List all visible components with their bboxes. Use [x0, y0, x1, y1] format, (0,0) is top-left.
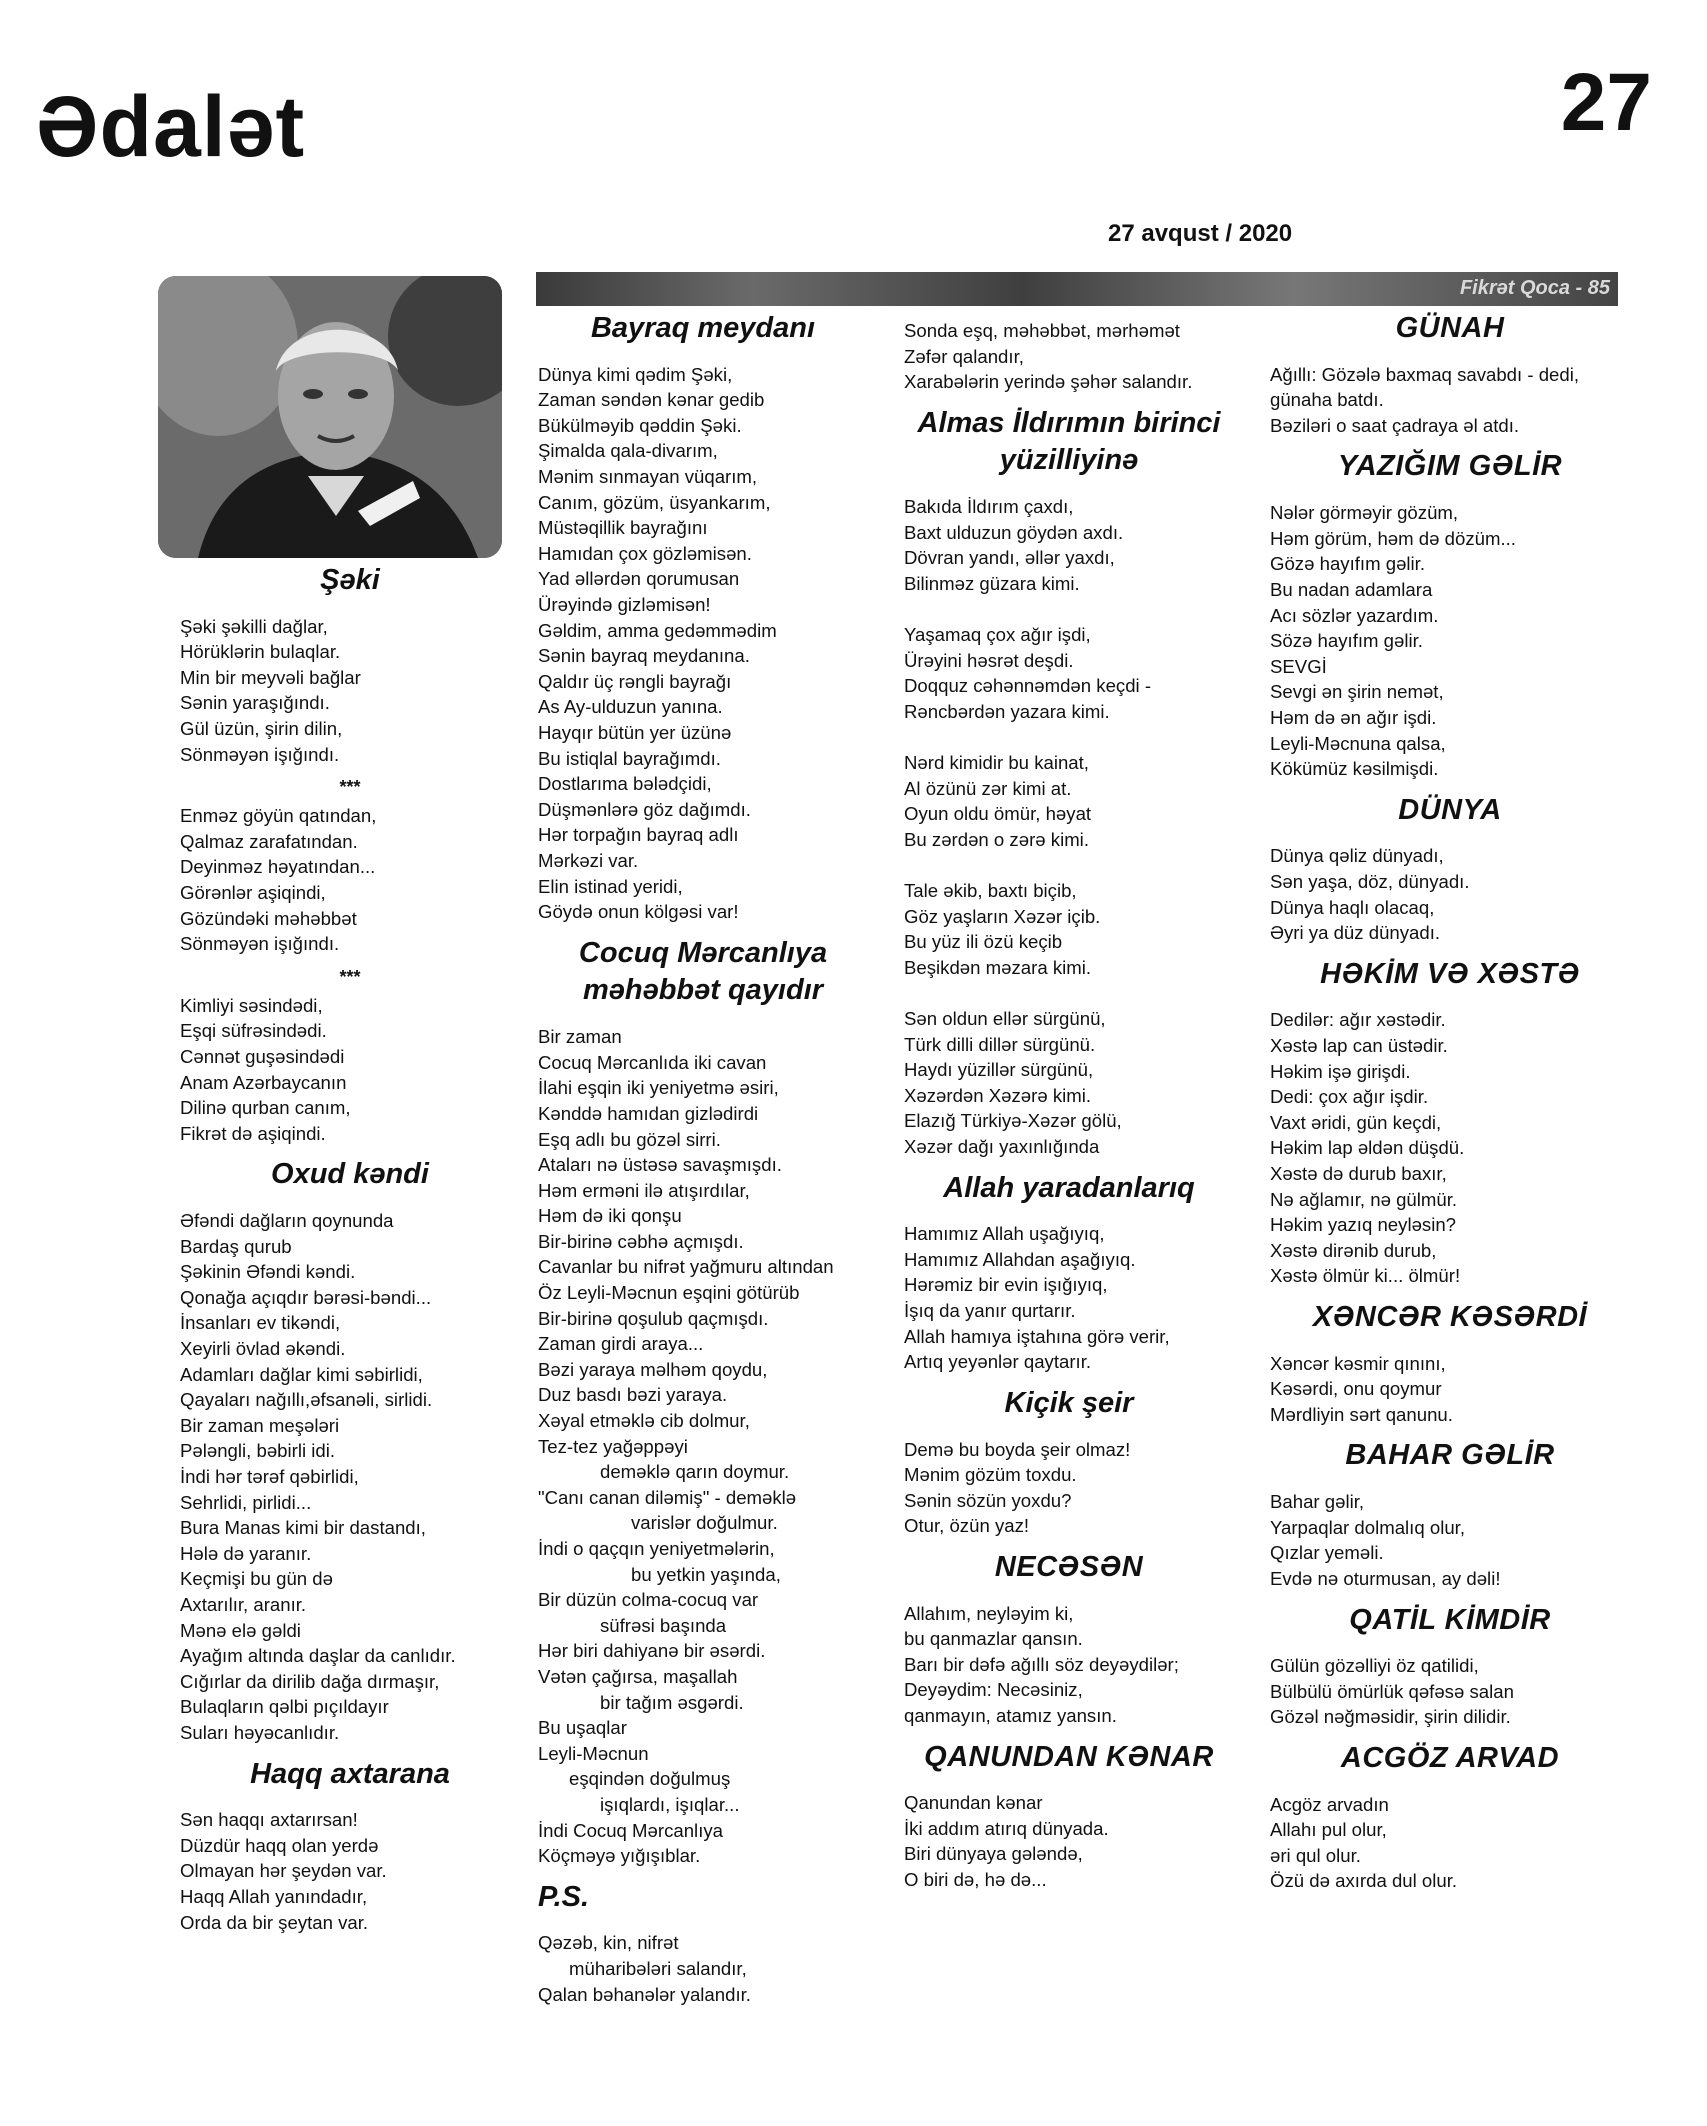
poem-line: Ataları nə üstəsə savaşmışdı.: [538, 1154, 782, 1176]
column-1: [180, 552, 520, 1935]
poem-line: Özü də axırda dul olur.: [1270, 1870, 1458, 1892]
poem-line: Nələr görməyir gözüm,: [1270, 502, 1459, 524]
poem-line: Xeyirli övlad əkəndi.: [180, 1338, 346, 1360]
poem-line: Bu nadan adamlara: [1270, 578, 1433, 600]
poem-title-allah-yaradanlariq: Allah yaradanlarıq: [943, 1171, 1195, 1204]
poem-line: Hamımız Allahdan aşağıyıq.: [904, 1248, 1136, 1270]
poem-line: Yaşamaq çox ağır işdi,: [904, 624, 1091, 646]
poem-line: Deyəydim: Necəsiniz,: [904, 1679, 1083, 1701]
poem-line: Xəzərdən Xəzərə kimi.: [904, 1084, 1092, 1106]
poem-line: Dedi: çox ağır işdir.: [1270, 1086, 1429, 1108]
poem-line: Min bir meyvəli bağlar: [180, 666, 361, 688]
poem-line: Bakıda İldırım çaxdı,: [904, 496, 1074, 518]
poem-line: Bir zaman: [538, 1026, 622, 1048]
poem-line: Xəstə dirənib durub,: [1270, 1239, 1437, 1261]
poem-line: Mənim gözüm toxdu.: [904, 1464, 1077, 1486]
poem-title-cocuq-mercanli: Cocuq Mərcanlıya məhəbbət qayıdır: [578, 936, 828, 1007]
poem-line: Bir zaman meşələri: [180, 1414, 340, 1436]
poem-line: Sönməyən işığındı.: [180, 933, 340, 955]
poem-line: Bu zərdən o zərə kimi.: [904, 828, 1089, 850]
poem-line: Bulaqların qəlbi pıçıldayır: [180, 1696, 389, 1718]
poem-line: Nərd kimidir bu kainat,: [904, 752, 1089, 774]
poem-line: Ürəyini həsrət deşdi.: [904, 649, 1074, 671]
bar-credit: Fikrət Qoca - 85: [1459, 277, 1610, 299]
poem-line: O biri də, hə də...: [904, 1869, 1047, 1891]
poem-line: Enməz göyün qatından,: [180, 805, 377, 827]
poem-line: Sən haqqı axtarırsan!: [180, 1809, 358, 1831]
poem-line: bir tağım əsgərdi.: [538, 1691, 744, 1713]
poem-line: As Ay-ulduzun yanına.: [538, 696, 723, 718]
poem-line: Canım, gözüm, üsyankarım,: [538, 491, 771, 513]
poem-line: bu qanmazlar qansın.: [904, 1628, 1083, 1650]
poem-line: Bir-birinə qoşulub qaçmışdı.: [538, 1307, 769, 1329]
poem-line: Qalan bəhanələr yalandır.: [538, 1983, 751, 2005]
poem-line: Zaman girdi araya...: [538, 1333, 704, 1355]
poem-line: Otur, özün yaz!: [904, 1515, 1030, 1537]
poem-line: Pələngli, bəbirli idi.: [180, 1440, 336, 1462]
poem-line: Xəstə də durub baxır,: [1270, 1163, 1447, 1184]
poem-line: Əfəndi dağların qoynunda: [180, 1210, 394, 1232]
poem-line: Gözəl nəğməsidir, şirin dilidir.: [1270, 1706, 1511, 1728]
poem-line: Bardaş qurub: [180, 1235, 292, 1257]
poem-title-yazigim-gelir: YAZIĞIM GƏLİR: [1337, 450, 1563, 483]
poem-seki-stanza-3: [180, 993, 520, 1147]
poem-line: [904, 980, 1234, 1006]
poem-line: Kökümüz kəsilmişdi.: [1270, 758, 1439, 780]
poem-line: Əyri ya düz dünyadı.: [1270, 922, 1441, 944]
poem-line: Sonda eşq, məhəbbət, mərhəmət: [904, 320, 1180, 341]
poem-line: Elazığ Türkiyə-Xəzər gölü,: [904, 1110, 1122, 1132]
poem-line: Sevgi ən şirin nemət,: [1270, 681, 1444, 703]
poem-cocuq-mercanli: [538, 1024, 868, 1869]
poem-line: Qaldır üç rəngli bayrağı: [538, 670, 732, 692]
poem-line: Cocuq Mərcanlıda iki cavan: [538, 1051, 767, 1073]
poem-line: Ağıllı: Gözələ baxmaq savabdı - dedi,: [1270, 363, 1580, 385]
poem-line: Kəsərdi, onu qoymur: [1270, 1378, 1442, 1400]
poem-line: Dövran yandı, əllər yaxdı,: [904, 547, 1115, 569]
poem-title-seki: Şəki: [320, 564, 380, 596]
poem-line: Dilinə qurban canım,: [180, 1097, 351, 1119]
poem-line: Hər torpağın bayraq adlı: [538, 824, 739, 846]
poem-line: Şimalda qala-divarım,: [538, 440, 718, 462]
poem-line: Al özünü zər kimi at.: [904, 777, 1072, 799]
poem-line: "Canı canan diləmiş" - deməklə: [538, 1486, 797, 1508]
poem-line: Sənin bayraq meydanına.: [538, 645, 750, 667]
poem-line: Sehrlidi, pirlidi...: [180, 1491, 312, 1513]
poem-line: Dünya qəliz dünyadı,: [1270, 845, 1444, 867]
poem-line: Mənim sınmayan vüqarım,: [538, 466, 758, 488]
poem-line: İndi hər tərəf qəbirlidi,: [180, 1466, 359, 1487]
poem-line: Həm də ən ağır işdi.: [1270, 706, 1437, 728]
poem-continuation: [904, 318, 1234, 395]
poem-line: Xarabələrin yerində şəhər salandır.: [904, 371, 1193, 393]
poem-line: Allahım, neyləyim ki,: [904, 1602, 1074, 1624]
poem-line: Mərdliyin sərt qanunu.: [1270, 1403, 1453, 1425]
poem-bahar-gelir: [1270, 1489, 1630, 1591]
poem-line: Tez-tez yağəppəyi: [538, 1435, 688, 1457]
poem-line: qanmayın, atamız yansın.: [904, 1704, 1117, 1726]
poem-line: Həkim işə girişdi.: [1270, 1060, 1411, 1082]
poem-line: Bükülməyib qəddin Şəki.: [538, 414, 742, 436]
poem-line: Barı bir dəfə ağıllı söz deyəydilər;: [904, 1653, 1179, 1675]
author-photo: [158, 276, 502, 558]
poem-line: Mərkəzi var.: [538, 849, 639, 871]
poem-xencer-keserdi: [1270, 1351, 1630, 1428]
masthead-title: Ədalət: [36, 79, 306, 175]
poem-line: Şəkinin Əfəndi kəndi.: [180, 1261, 356, 1283]
poem-ps: [538, 1930, 868, 2007]
poem-line: Gözə hayıfım gəlir.: [1270, 553, 1426, 575]
poem-line: Qayaları nağıllı,əfsanəli, sirlidi.: [180, 1389, 433, 1411]
poem-line: İndi o qaçqın yeniyetmələrin,: [538, 1538, 775, 1559]
poem-line: Hamımız Allah uşağıyıq,: [904, 1223, 1105, 1245]
poem-line: Hər biri dahiyanə bir əsərdi.: [538, 1640, 766, 1662]
poem-line: Hamıdan çox gözləmisən.: [538, 542, 752, 564]
poem-line: Keçmişi bu gün də: [180, 1568, 333, 1590]
poem-line: Artıq yeyənlər qaytarır.: [904, 1351, 1092, 1373]
poem-title-hekim-ve-xeste: HƏKİM VƏ XƏSTƏ: [1320, 957, 1580, 990]
poem-qanundan-kenar: [904, 1790, 1234, 1892]
poem-line: Bu yüz ili özü keçib: [904, 931, 1063, 953]
poem-title-bayraq-meydani: Bayraq meydanı: [590, 312, 816, 344]
poem-line: Sən oldun ellər sürgünü,: [904, 1008, 1106, 1030]
poem-line: Haqq Allah yanındadır,: [180, 1886, 368, 1907]
poem-line: Xəstə lap can üstədir.: [1270, 1035, 1448, 1057]
poem-line: Evdə nə oturmusan, ay dəli!: [1270, 1567, 1501, 1589]
poem-line: Şəki şəkilli dağlar,: [180, 615, 328, 637]
poem-line: Eşq adlı bu gözəl sirri.: [538, 1128, 721, 1150]
poem-qatil-kimdir: [1270, 1653, 1630, 1730]
poem-title-almas-ildirim: Almas İldırımın birinci yüzilliyinə: [917, 406, 1221, 477]
poem-line: Yad əllərdən qorumusan: [538, 568, 740, 590]
poem-line: Orda da bir şeytan var.: [180, 1911, 369, 1933]
poem-line: əri qul olur.: [1270, 1844, 1361, 1866]
poem-line: Biri dünyaya gələndə,: [904, 1843, 1083, 1865]
poem-line: Demə bu boyda şeir olmaz!: [904, 1438, 1131, 1460]
poem-line: Cığırlar da dirilib dağa dırmaşır,: [180, 1670, 440, 1692]
poem-line: Tale əkib, baxtı biçib,: [904, 880, 1077, 902]
poem-line: Yarpaqlar dolmalıq olur,: [1270, 1516, 1465, 1538]
poem-necesen: [904, 1601, 1234, 1729]
poem-line: Həkim lap əldən düşdü.: [1270, 1137, 1465, 1159]
poem-line: [904, 725, 1234, 751]
poem-line: Leyli-Məcnuna qalsa,: [1270, 732, 1446, 754]
column-2: [538, 300, 868, 2007]
poem-line: Ayağım altında daşlar da canlıdır.: [180, 1645, 456, 1667]
poem-line: Hərəmiz bir evin işığıyıq,: [904, 1274, 1108, 1296]
poem-line: Rəncbərdən yazara kimi.: [904, 700, 1110, 722]
poem-line: Xəncər kəsmir qınını,: [1270, 1352, 1446, 1374]
poem-line: Elin istinad yeridi,: [538, 875, 683, 897]
column-3: [904, 318, 1234, 1893]
poem-line: İki addım atırıq dünyada.: [904, 1817, 1109, 1839]
poem-line: Düşmənlərə göz dağımdı.: [538, 798, 751, 820]
poem-line: Eşqi süfrəsindədi.: [180, 1020, 327, 1042]
poem-line: Cənnət guşəsindədi: [180, 1046, 345, 1067]
poem-title-dunya: DÜNYA: [1398, 793, 1502, 826]
poem-haqq-axtarana: [180, 1807, 520, 1935]
poem-line: Dostlarıma bələdçidi,: [538, 773, 712, 795]
poem-line: Bilinməz güzara kimi.: [904, 572, 1080, 594]
poem-title-necesen: NECƏSƏN: [994, 1550, 1144, 1583]
poem-line: Beşikdən məzara kimi.: [904, 956, 1092, 978]
poem-seki-stanza-1: [180, 614, 520, 768]
poem-line: Xəstə ölmür ki... ölmür!: [1270, 1265, 1461, 1287]
poem-line: Vətən çağırsa, maşallah: [538, 1665, 738, 1687]
poem-line: Cavanlar bu nifrət yağmuru altından: [538, 1256, 834, 1278]
poem-title-qatil-kimdir: QATİL KİMDİR: [1349, 1603, 1551, 1636]
poem-line: İnsanları ev tikəndi,: [180, 1312, 341, 1334]
poem-line: Hələ də yaranır.: [180, 1542, 312, 1564]
poem-line: Bir düzün colma-cocuq var: [538, 1589, 759, 1611]
poem-line: Mənə elə gəldi: [180, 1619, 301, 1641]
poem-line: Axtarılır, aranır.: [180, 1593, 307, 1615]
poem-title-ps: P.S.: [538, 1880, 590, 1913]
poem-line: Qonağa açıqdır bərəsi-bəndi...: [180, 1286, 432, 1308]
poem-line: Müstəqillik bayrağını: [538, 517, 708, 539]
poem-title-qanundan-kenar: QANUNDAN KƏNAR: [924, 1740, 1214, 1773]
poem-line: Deyinməz həyatından...: [180, 856, 376, 878]
poem-line: deməklə qarın doymur.: [538, 1461, 790, 1483]
poem-line: Öz Leyli-Məcnun eşqini götürüb: [538, 1282, 800, 1304]
poem-seki-stanza-2: [180, 803, 520, 957]
poem-line: Həm görüm, həm də dözüm...: [1270, 527, 1516, 549]
poem-line: eşqindən doğulmuş: [538, 1768, 731, 1790]
poem-line: Leyli-Məcnun: [538, 1742, 649, 1764]
poem-line: günaha batdı.: [1270, 389, 1384, 411]
poem-line: Gülün gözəlliyi öz qatilidi,: [1270, 1655, 1479, 1677]
poem-line: Dedilər: ağır xəstədir.: [1270, 1009, 1446, 1031]
poem-line: müharibələri salandır,: [538, 1958, 747, 1979]
poem-yazigim-gelir: [1270, 500, 1630, 782]
poem-line: Bəziləri o saat çadraya əl atdı.: [1270, 414, 1520, 436]
poem-line: Allahı pul olur,: [1270, 1819, 1387, 1841]
poem-line: Bir-birinə cəbhə açmışdı.: [538, 1230, 744, 1252]
poem-line: Zaman səndən kənar gedib: [538, 389, 765, 411]
poem-line: Göz yaşların Xəzər içib.: [904, 905, 1101, 927]
poem-line: Bu istiqlal bayrağımdı.: [538, 747, 721, 769]
poem-line: Göydə onun kölgəsi var!: [538, 901, 739, 923]
poem-line: Bəzi yaraya məlhəm qoydu,: [538, 1358, 768, 1380]
poem-line: Bülbülü ömürlük qəfəsə salan: [1270, 1680, 1514, 1702]
poem-dunya: [1270, 843, 1630, 945]
poem-line: Anam Azərbaycanın: [180, 1071, 347, 1093]
poem-line: işıqlardı, işıqlar...: [538, 1793, 740, 1815]
poem-line: Sözə hayıfım gəlir.: [1270, 630, 1423, 652]
poem-line: [904, 597, 1234, 623]
poem-line: Acgöz arvadın: [1270, 1793, 1389, 1815]
poem-line: Bura Manas kimi bir dastandı,: [180, 1517, 426, 1539]
poem-line: Adamları dağlar kimi səbirlidi,: [180, 1363, 423, 1385]
poem-line: bu yetkin yaşında,: [538, 1563, 781, 1585]
poem-line: Fikrət də aşiqindi.: [180, 1122, 326, 1144]
poem-line: Həm də iki qonşu: [538, 1205, 682, 1227]
poem-gunah: [1270, 362, 1630, 439]
poem-line: süfrəsi başında: [538, 1614, 727, 1636]
poem-line: Kənddə hamıdan gizlədirdi: [538, 1102, 759, 1124]
poem-title-kicik-seir: Kiçik şeir: [1004, 1386, 1134, 1419]
poem-title-haqq-axtarana: Haqq axtarana: [250, 1757, 450, 1790]
poem-title-bahar-gelir: BAHAR GƏLİR: [1345, 1439, 1555, 1472]
poem-oxud-kendi: [180, 1208, 520, 1745]
column-4: [1270, 300, 1630, 1894]
poem-allah-yaradanlariq: [904, 1221, 1234, 1375]
poem-line: Duz basdı bəzi yaraya.: [538, 1384, 728, 1406]
poem-line: Bahar gəlir,: [1270, 1491, 1365, 1513]
poem-bayraq-meydani: [538, 362, 868, 925]
poem-line: Həm erməni ilə atışırdılar,: [538, 1179, 750, 1201]
poem-line: Oyun oldu ömür, həyat: [904, 803, 1092, 825]
poem-line: Doqquz cəhənnəmdən keçdi -: [904, 675, 1152, 697]
poem-line: varislər doğulmur.: [538, 1512, 778, 1534]
poem-line: Gəldim, amma gedəmmədim: [538, 619, 777, 641]
poem-line: Sənin sözün yoxdu?: [904, 1489, 1072, 1511]
poem-line: Hörüklərin bulaqlar.: [180, 641, 341, 663]
poem-line: Qalmaz zarafatından.: [180, 830, 358, 852]
stanza-separator: ***: [339, 777, 361, 798]
poem-line: Həkim yazıq neyləsin?: [1270, 1214, 1457, 1236]
poem-line: Sönməyən işığındı.: [180, 743, 340, 765]
poem-line: Xəzər dağı yaxınlığında: [904, 1136, 1100, 1157]
poem-line: Türk dilli dillər sürgünü.: [904, 1033, 1096, 1055]
poem-line: Bu uşaqlar: [538, 1717, 627, 1739]
page-number: 27: [1560, 57, 1652, 148]
poem-line: Xəyal etməklə cib dolmur,: [538, 1410, 750, 1432]
poem-kicik-seir: [904, 1437, 1234, 1539]
portrait-image: [158, 276, 502, 558]
poem-line: SEVGİ: [1270, 655, 1327, 677]
poem-line: İlahi eşqin iki yeniyetmə əsiri,: [538, 1077, 779, 1099]
poem-line: Suları həyəcanlıdır.: [180, 1721, 340, 1743]
poem-line: Dünya haqlı olacaq,: [1270, 896, 1435, 918]
publication-date: 27 avqust / 2020: [1108, 220, 1293, 247]
poem-line: Düzdür haqq olan yerdə: [180, 1834, 379, 1856]
poem-line: Dünya kimi qədim Şəki,: [538, 363, 733, 385]
stanza-separator: ***: [339, 966, 361, 987]
poem-line: Köçməyə yığışıblar.: [538, 1845, 701, 1867]
poem-line: Zəfər qalandır,: [904, 345, 1024, 367]
poem-line: Vaxt əridi, gün keçdi,: [1270, 1111, 1442, 1133]
poem-line: Gül üzün, şirin dilin,: [180, 718, 343, 740]
poem-line: Ürəyində gizləmisən!: [538, 594, 711, 616]
poem-line: Haydı yüzillər sürgünü,: [904, 1059, 1094, 1081]
poem-line: Allah hamıya iştahına görə verir,: [904, 1325, 1170, 1347]
poem-line: Acı sözlər yazardım.: [1270, 604, 1439, 626]
poem-line: [904, 852, 1234, 878]
poem-line: Olmayan hər şeydən var.: [180, 1860, 387, 1882]
poem-title-oxud-kendi: Oxud kəndi: [271, 1158, 429, 1191]
poem-acgoz-arvad: [1270, 1792, 1630, 1894]
poem-line: Kimliyi səsindədi,: [180, 994, 323, 1016]
poem-line: Qanundan kənar: [904, 1792, 1043, 1814]
poem-line: Gözündəki məhəbbət: [180, 907, 357, 929]
poem-line: Baxt ulduzun göydən axdı.: [904, 521, 1124, 543]
poem-line: Sən yaşa, döz, dünyadı.: [1270, 870, 1470, 892]
poem-line: Sənin yaraşığındı.: [180, 692, 330, 714]
poem-title-xencer-keserdi: XƏNCƏR KƏSƏRDİ: [1312, 1300, 1588, 1333]
poem-title-acgoz-arvad: ACGÖZ ARVAD: [1340, 1741, 1560, 1774]
poem-line: Görənlər aşiqindi,: [180, 882, 326, 904]
poem-almas-ildirim: [904, 494, 1234, 1159]
poem-line: İndi Cocuq Mərcanlıya: [538, 1819, 723, 1841]
poem-line: İşıq da yanır qurtarır.: [904, 1300, 1076, 1322]
poem-line: Qəzəb, kin, nifrət: [538, 1932, 679, 1954]
poem-line: Qızlar yeməli.: [1270, 1542, 1384, 1564]
poem-title-gunah: GÜNAH: [1395, 312, 1505, 344]
poem-hekim-ve-xeste: [1270, 1007, 1630, 1289]
poem-line: Hayqır bütün yer üzünə: [538, 722, 732, 743]
poem-line: Nə ağlamır, nə gülmür.: [1270, 1188, 1458, 1210]
